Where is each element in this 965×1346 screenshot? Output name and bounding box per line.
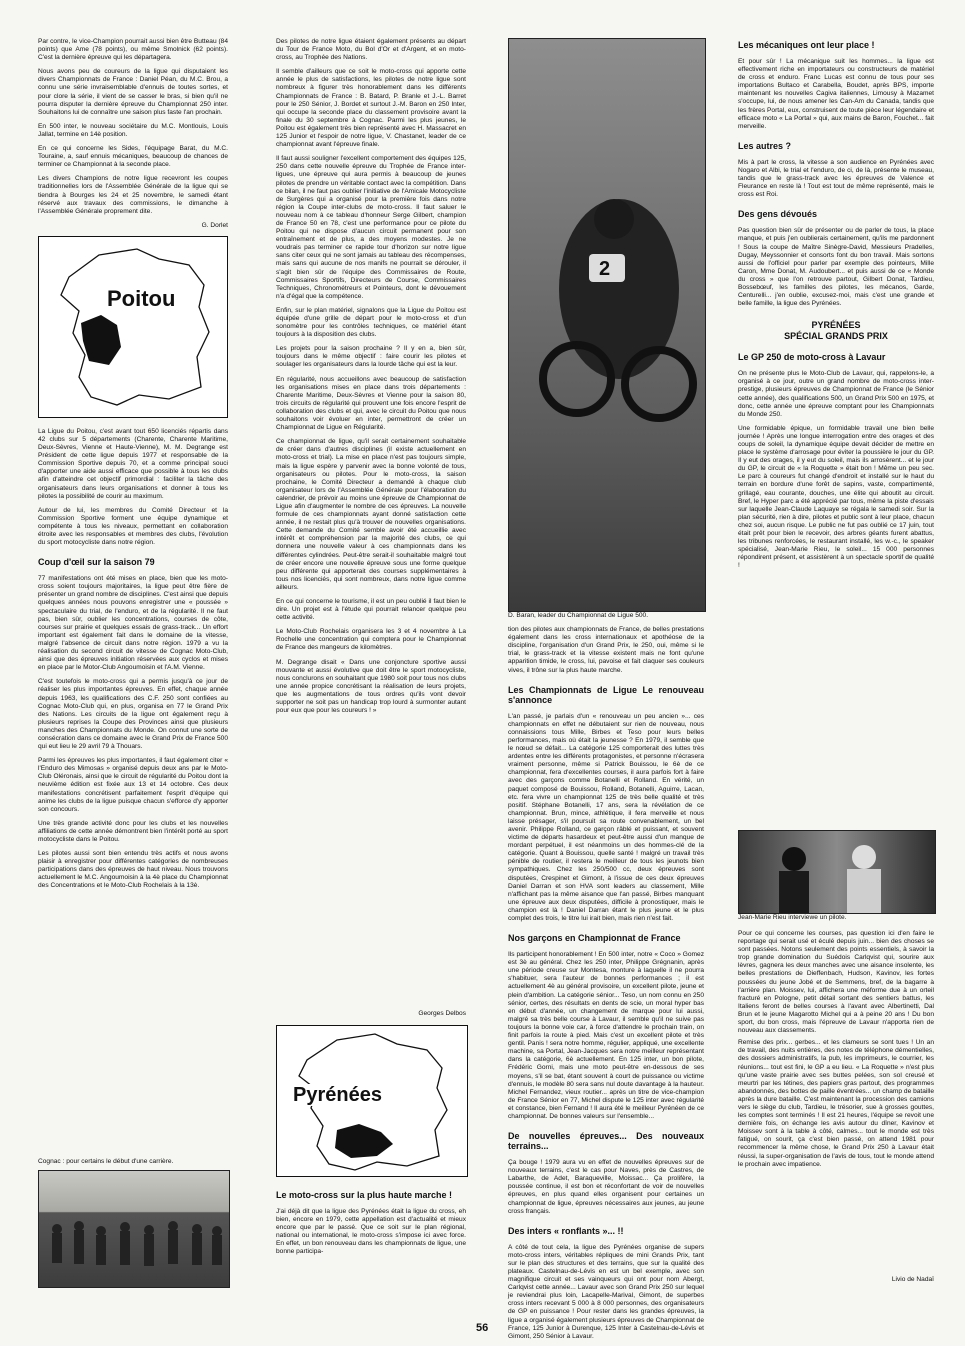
paragraph: En ce qui concerne les Sides, l'équipage Barat, du M.C. Touraine, a, sauf ennuis mécaniques, beaucoup de chances de terminer ce Championnat à la seconde place.	[38, 145, 228, 169]
paragraph: Et pour sûr ! La mécanique suit les hommes... la ligue est effectivement riche en importateurs ou constructeurs de matériel de cross et enduro. Franc Lucas est connu de tous pour ses importations Bultaco et Carabella, Boudet, après BPS, importe maintenant les nouvelles Cagiva italiennes, Limousy à Mazamet s'occupe, lui, de nous amener les Can-Am du Canada, tandis que les frères Portal, eux, construisent de toute pièce leur légendaire et efficace moto « La Portal » qui, aux mains de Baron, Fouchet... fait merveille.	[738, 58, 934, 130]
paragraph: Une formidable épique, un formidable travail une bien belle journée ! Après une longue interrogation entre des orages et des coups de soleil, la dynamique équipe devait décider de mettre en place le système d'arrosage pour éviter la poussière le jour du GP. Il y eut des orages, il y eut du soleil, mais ils arrosèrent... et le jour du GP, le circuit de « la Roquette » était bon ! Même un peu sec. Le parc à coureurs fut changé d'endroit et installé sur le haut du terrain en bordure d'une forêt de sapins, vaste, compartimenté, grillagé, eau courante, douches, une élite qui aboutit au circuit. Bref, le Hyper parc a été apprécié par tous, même la piste d'essais sur laquelle Jean-Claude Laquaye se régala le samedi soir. Sur la plan sécurité, rien à dire, pilotes et public sont à leur place, chacun chez soi, aucun risque. Le public ne fut pas oublié ce 17 juin, tout était prêt pour bien le recevoir, des arbres géants furent abattus, les tribunes renforcées, le restaurant installé, les w.-c., le speaker spécialisé, Jean-Marie Rieu, le soleil... 15 000 personnes répondirent présent, et assistèrent à un spectacle sportif de qualité !	[738, 424, 934, 570]
paragraph: Par contre, le vice-Champion pourrait aussi bien être Butteau (84 points) que Ame (78 points), ou même Smolnick (62 points). C'est la dernière épreuve qui les départagera.	[38, 38, 228, 62]
france-map-icon	[39, 237, 226, 417]
paragraph: Ils participent honorablement ! En 500 inter, notre « Coco » Gomez est 3è au général. Chez les 250 inter, Philippe Grégnanin, après une période creuse sur Montesa, monture à laquelle il ne pourra s'habituer, sera l'auteur de bonnes performances ; il est actuellement 4è au général provisoire, un excellent pilote, jeune et plein d'ambition. La catégorie sénior... Teso, un nom connu en 250 sénior, certes, des résultats en dents de scie, un moral hyper bas en début d'année, un changement de marque pour lui aussi, malgré sa très belle course à Lavaur, il semble qu'il ne suive pas toujours la bonne voie car, à force d'attendre le prochain train, on finit parfois la route à pied. Mais c'est un excellent pilote et très gentil. Panis ! sera notre homme, régulier, appliqué, une excellente machine, sa Portal, Jean-Jacques sera notre meilleur représentant dans la catégorie, 6è actuellement. En 125 inter, un bon pilote, Frédéric Gorni, mais une moto peut-être en-dessous de ses moyens, s'il se bat, étant souvent à court de puissance ou victime d'ennuis, le modèle 80 sera sans nul doute davantage à la hauteur. Michel Fernandez, vieux routier... après un titre de vice-champion de France Sénior en 77, Michel dispute le 125 inter avec régularité et constance, bien Fernand ! Il aura été le meilleur Pyrénéen de ce championnat. De bonnes valeurs sur l'ensemble...	[508, 951, 704, 1120]
column-2-bottom	[276, 1190, 466, 1257]
pyrenees-map	[276, 1025, 468, 1177]
paragraph: En 500 inter, le nouveau sociétaire du M.C. Montlouis, Louis Jallat, termine en 14è position.	[38, 122, 228, 138]
column-3	[508, 612, 704, 1340]
section-heading: Nos garçons en Championnat de France	[508, 933, 681, 944]
paragraph: Autour de lui, les membres du Comité Directeur et la Commission Sportive forment une équipe dynamique et compétente à tous les niveaux, permettant en collaboration étroite avec les responsables et membres des clubs, l'évolution du sport motocycliste dans notre région.	[38, 506, 228, 547]
section-heading: Les Championnats de Ligue Le renouveau s'annonce	[508, 684, 704, 705]
paragraph: Le Moto-Club Rochelais organisera les 3 et 4 novembre à La Rochelle une concentration qui comptera pour le Championnat de France des mangeurs de kilomètres.	[276, 628, 466, 652]
paragraph: Enfin, sur le plan matériel, signalons que la Ligue du Poitou est équipée d'une grille de départ pour le moto-cross et d'un sonomètre pour les contrôles techniques, ce matériel étant toujours à la disposition des clubs.	[276, 306, 466, 339]
paragraph: Pour ce qui concerne les courses, pas question ici d'en faire le reportage qui serait usé et éculé depuis juin... bien des choses se sont passées. Notons seulement des points essentiels, à savoir la trop grande domination du Suédois Carlqvist qui, sourire aux lèvres, gagnera les deux manches avec une aisance insolente, les belles prestations de Dieffenbach, Hudson, Kavinov, les fortes poussées du jeune Jobé et de Semmens, bref, de la bagarre à l'arrière plan. Moissev, lui, affichera une méforme due à un orteil fracturé en Pologne, petit détail sortant des sentiers battus, les Italiens feront de belles courses à l'avant avec Albertinetti, Dal Brun et le jeune Magarotto Michel qui a à peine 20 ans ! Du bon sport, du bon cross, mais l'épreuve de Lavaur n'apporta rien de nouveau aux classements.	[738, 930, 934, 1035]
author-signature: Livio de Nadaï	[891, 1276, 934, 1283]
section-heading: Les mécaniques ont leur place !	[738, 40, 875, 50]
section-heading: De nouvelles épreuves... Des nouveaux terrains...	[508, 1131, 704, 1152]
paragraph: Ça bouge ! 1979 aura vu en effet de nouvelles épreuves sur de nouveaux terrains, c'est le cas pour Naves, près de Castres, de Labarthe, de Adet, Baraqueville, Moissac... Ça prolifère, la poussée continue, il est bon et réconfortant de voir de nouvelles épreuves, en plus quand elles organisent pour certaines un championnat de ligue, épreuves nécessaires aux jeunes, au jeune cross français.	[508, 1159, 704, 1215]
crowd-illustration	[39, 1171, 229, 1287]
paragraph: Pas question bien sûr de présenter ou de parler de tous, la place manque, et puis j'en oublierais certainement, qu'ils me pardonnent ! Sous la coupe de Maître Sinègre-David, Messieurs Pradelles, Dugay, Meyssonnier et consorts font du bon travail. Mais sortons aussi de l'officiel pour parler par exemple des pointeurs, Mille Caron, Mme Donat, M. Audoubert... et puis aussi de ce « Monde du cross » que l'on retrouve partout, Gilbert Donat, Tardieu, Bossebœuf, les familles des pilotes, les mécanos, Garde, Centurelli... j'en oublie, excusez-moi, mais c'est une grande et belle famille, la ligue des Pyrénées.	[738, 227, 934, 308]
paragraph: Parmi les épreuves les plus importantes, il faut également citer « l'Enduro des Mimosas » organisé depuis deux ans par le Moto-Club Oléronais, ainsi que le circuit de régularité du Poitou dont la neuvième édition est fixée aux 13 et 14 octobre. Ces deux manifestations concrétisent parfaitement l'esprit d'équipe qui anime les clubs de la ligue puisque chacun s'efforce d'y apporter son concours.	[38, 757, 228, 813]
paragraph: tion des pilotes aux championnats de France, de belles prestations également dans les cross internationaux et apothéose de la discipline, l'organisation d'un Grand Prix, le 250, oui, même si le trial, le grass-track et la vitesse existent mais ne font qu'une apparition timide, le cross, lui, pavoise et fait claquer ses couleurs vives, il trône sur la plus haute marche.	[508, 626, 704, 674]
paragraph: M. Degrange disait « Dans une conjoncture sportive aussi mouvante et aussi évolutive que doit être le sport motocycliste, nous conclurons en souhaitant que 1980 soit pour tous nos clubs une année propice concrétisant la réalisation de leurs projets, que les augmentations de tous ordres qu'ils vont devoir supporter ne soit pas un handicap trop lourd à surmonter autant pour eux que pour les coureurs ! »	[276, 658, 466, 715]
column-4-bottom	[738, 930, 934, 1290]
photo-caption: D. Baran, leader du Championnat de Ligue 500.	[508, 612, 649, 619]
poitou-map	[38, 236, 228, 418]
section-heading: Le moto-cross sur la plus haute marche !	[276, 1190, 453, 1200]
interview-illustration	[739, 831, 935, 913]
column-1	[38, 38, 228, 1308]
paragraph: Une très grande activité donc pour les clubs et les nouvelles affiliations de cette année démontrent bien l'intérêt porté au sport motocycliste dans le Poitou.	[38, 819, 228, 843]
paragraph: La Ligue du Poitou, c'est avant tout 650 licenciés répartis dans 42 clubs sur 5 départements (Charente, Charente Maritime, Deux-Sèvres, Vienne et Haute-Vienne), M. M. Degrange est Président de cette ligue depuis 1977 et responsable de la Commission Sportive depuis 70, et a comme principal souci d'apporter une aide aussi efficace que possible à tous les clubs afin d'atteindre cet objectif primordial : faciliter la tâche des organisateurs dans leurs organisations et donner à tous les pilotes la possibilité de courir au maximum.	[38, 427, 228, 500]
crowd-photo	[38, 1170, 230, 1288]
map-title: Pyrénées	[293, 1084, 382, 1106]
paragraph: C'est toutefois le moto-cross qui a permis jusqu'à ce jour de réaliser les plus importantes épreuves. En effet, chaque année depuis 1963, les qualifications des C.F. 250 sont confiées au Cognac Moto-Club qui, en plus, organisa en 77 le Grand Prix des Nations. Les circuits de la ligue ont également reçu à plusieurs reprises la Coupe des Provinces ainsi que plusieurs manches des Championnats du Monde. On connut une sorte de consécration dans ce domaine avec le Grand Prix de France 500 qui eut lieu le 29 avril 79 à Thouars.	[38, 678, 228, 751]
paragraph: L'an passé, je parlais d'un « renouveau un peu ancien »... ces championnats en effet ne débutaient sur rien de nouveau, nous connaissions tous Mille, Birbes et Teso pour leurs belles performances, mais où était la jeunesse ? En 1979, il semble que le nœud se défait... La catégorie 125 comporterait des luttes très ardentes entre les différents protagonistes, et personne n'écrasera vraiment personne, même si Patrick Bouissou, le 6è de ce championnat, fera d'excellentes courses, il aura parfois fort à faire avec des garçons comme Botanelli et Rolland. En vérité, un paquet composé de Bouissou, Rolland, Botanelli, Aguirre, Lacan, etc. fera vivre un championnat 125 de très belle qualité et très positif. Stéphane Botanelli, 17 ans, sera la révélation de ce championnat. Brun, mince, athlétique, il fera merveille et nous laisse présager, s'il poursuit sa route convenablement, un bel avenir. Philippe Rolland, ce garçon râblé et puissant, et souvent victime de départs hasardeux et peut-être aussi d'un manque de mordant perpétuel, il est néanmoins un des hommes-clé de la catégorie. Quant à Bouissou, quelle santé ! malgré un travail très pénible de routier, il restera le meilleur de tous les jeunots bien sympathiques. Chez les 250/500 cc, deux épreuves sont disputées, Crespinet et Gimont, à l'issue de ces deux épreuves Daniel Darran et son HVA sont leaders au classement, Mille n'affichant pas la même aisance que l'an passé, Birbes manquant une épreuve aux deux disputées, difficile à pronostiquer, mais le champion est là ! Daniel Darran étant le plus jeune et le plus complet des trois, le titre lui irait bien, mais rien n'est fait.	[508, 712, 704, 922]
paragraph: 77 manifestations ont été mises en place, bien que les moto-cross soient toujours majoritaires, la ligue peut être fière de présenter un grand nombre de disciplines. C'est ainsi que depuis quelques années nous pouvons enregistrer une « poussée » spectaculaire du trial, de l'enduro, et de la régularité. Il ne faut pas, bien sûr, oublier les concentrations, courses de côte, courses sur prairie et quelques essais de grass-track... Un effort important est également fait dans le domaine de la vitesse, malgré l'absence de circuit dans notre région. 1979 a vu la réalisation du second circuit de vitesse de Cognac Moto-Club, ainsi que des épreuves initiation réservées aux cyclos et mises en place par le Motor-Club Angoumoisin et l'A.M. Vienne.	[38, 575, 228, 672]
special-line-2: SPÉCIAL GRANDS PRIX	[784, 331, 888, 342]
paragraph: Des pilotes de notre ligue étaient également présents au départ du Tour de France Moto, du Bol d'Or et d'Argent, et en moto-cross, au Trophée des Nations.	[276, 38, 466, 62]
column-2	[276, 38, 466, 838]
paragraph: En régularité, nous accueillons avec beaucoup de satisfaction les organisations mises en place dans trois départements : Charente Maritime, Deux-Sèvres et Vienne pour la saison 80, trois circuits de régularité qui prouvent une fois encore l'esprit de collaboration des clubs et qui, avec le circuit du Poitou que nous souhaitons voir évoluer en inter, permettront de créer un Championnat de Ligue en Régularité.	[276, 375, 466, 432]
motocross-rider-illustration	[509, 39, 705, 611]
photo-caption: Cognac : pour certains le début d'une carrière.	[38, 1158, 174, 1165]
paragraph: Les projets pour la saison prochaine ? Il y en a, bien sûr, toujours dans le même objectif : faire courir les pilotes et soulager les organisateurs dans la lourde tâche qui est la leur.	[276, 345, 466, 369]
paragraph: J'ai déjà dit que la ligue des Pyrénées était la ligue du cross, eh bien, encore en 1979, cette appellation est d'actualité et mieux encore que par le passé. Que ce soit sur le plan régional, national ou international, le moto-cross s'impose ici avec force. En effet, un bon renouveau dans les championnats de ligue, une bonne participa-	[276, 1208, 466, 1256]
section-heading: Coup d'œil sur la saison 79	[38, 557, 155, 568]
special-line-1: PYRÉNÉES	[811, 320, 861, 331]
special-heading	[738, 320, 934, 342]
paragraph: Les pilotes aussi sont bien entendu très actifs et nous avons plaisir à enregistrer pour différentes catégories de nombreuses participations dans des épreuves de haut niveau. Nous trouvons actuellement le M.C. Angoumoisin à la 4è place du Championnat des Concentrations et le Moto-Club Rochelais à la 13è.	[38, 850, 228, 890]
interview-photo	[738, 830, 936, 914]
section-heading: Des gens dévoués	[738, 209, 818, 220]
section-heading: Des inters « ronflants »... !!	[508, 1225, 624, 1236]
photo-caption: Jean-Marie Rieu interviewe un pilote.	[738, 914, 847, 921]
paragraph: A côté de tout cela, la ligue des Pyrénées organise de supers moto-cross inters, véritables répliques de mini Grands Prix, tant sur le plan des structures et des terrains, que sur la qualité des plateaux. Castelnau-de-Lévis en est un bel exemple, avec son magnifique circuit et ses vainqueurs qui ont pour nom Abergt, Carlqvist cette année... Lavaur avec son Grand Prix 250 sur lequel je reviendrai plus loin, Lacapelle-Marival, Gimont, de superbes cross inters recevant 5 000 à 8 000 personnes, des organisateurs de GP en puissance ! Pour rester dans les grandes épreuves, la ligue a organisé également plusieurs épreuves de Championnat de France, 125 Junior à Durenque, 125 Inter à Castelnau-de-Lévis et Gimont, 250 Sénior à Lavaur.	[508, 1243, 704, 1340]
author-signature: G. Dorlet	[201, 221, 228, 229]
paragraph: Il semble d'ailleurs que ce soit le moto-cross qui apporte cette année le plus de satisfactions, les pilotes de notre ligue sont nombreux à figurer très honorablement dans les différents Championnats de France : B. Batard, P. Branle et J.-L. Barret pour le 250 Sénior, J. Bordet et surtout J.-M. Baron en 250 Inter, qui occupe la seconde place du classement provisoire avant la finale du 30 septembre à Cognac. Parmi les plus jeunes, le Poitou est également très bien représenté avec H. Massacret en 125 Junior et l'espoir de notre ligue, V. Chastanet, leader de ce championnat avant l'épreuve finale.	[276, 68, 466, 149]
section-heading: Les autres ?	[738, 140, 792, 151]
map-title: Poitou	[107, 285, 176, 311]
section-heading: Le GP 250 de moto-cross à Lavaur	[738, 352, 886, 363]
paragraph: Remise des prix... gerbes... et les clameurs se sont tues ! Un an de travail, des nuits entières, des notes de téléphone démentielles, des dossiers administratifs, la pub, les imprimeurs, le courrier, les réunions... tout est fini, le GP a eu lieu. « La Roquette » n'est plus qu'une vaste prairie avec ses buttes pelées, son sol creusé et meurtri par les tétines, des papiers gras partout, des programmes abandonnés, des bottes de paille éventrées... un champ de bataille après la dure bataille. C'est maintenant la procession des camions vers le siège du club, Tardieu, le trésorier, sue à grosses gouttes, les comptes sont terminés ! Il est 21 heures, l'équipe se revoit une dernière fois, on échange les avis autour du dîner, Kavinov et Moissev sont à la table à côté, calmes... tout le monde est très fatigué, on sourit, ça c'est bien passé, on attend 1981 pour recommencer la même chose, le Grand Prix 250 à Lavaur était réussi, la super-organisation de l'avis de tous, tout le monde attend le prochain avec impatience.	[738, 1039, 934, 1168]
paragraph: Ce championnat de ligue, qu'il serait certainement souhaitable de créer dans d'autres disciplines (il existe actuellement en moto-cross et trial). La mise en place n'est pas toujours simple, mais la ligue espère y parvenir avec la bonne volonté de tous, organisateurs ou pilotes. Pour le moto-cross, la saison prochaine, le Comité Directeur a demandé à chaque club organisateur lors de l'Assemblée Générale pour l'élaboration du calendrier, de prévoir au moins une épreuve de Championnat de Ligue afin d'augmenter le nombre de ces épreuves. La nouvelle formule de ces championnats ayant donné satisfaction cette année, il ne restait plus qu'à trouver de nouvelles organisations. Cette demande du Comité semble avoir été accueillie avec intérêt et compréhension par la majorité des clubs, ce qui donnera une nouvelle valeur à ces championnats dans les différentes cylindrées. Peut-être serait-il souhaitable malgré tout de créer encore une nouvelle épreuve sous une forme quelque peu différente qui apporterait des courses supplémentaires à tous nos licenciés, qui sont nombreux, dans notre ligue comme ailleurs.	[276, 438, 466, 591]
rider-photo	[508, 38, 706, 612]
paragraph: Il faut aussi souligner l'excellent comportement des équipes 125, 250 dans cette nouvelle épreuve du Trophée de France inter-ligues, une épreuve qui aura permis à beaucoup de jeunes pilotes de prendre un véritable contact avec la compétition. Dans ce bilan, il ne faut pas oublier l'initiative de l'Amicale Motocycliste de Surgères qui a organisé pour la première fois dans notre région la Coupe inter-clubs de moto-cross. Il faut saluer le nouveau nom à ce tableau d'honneur Serge Gilbert, champion de France 50 en 78, c'est une performance pour ce pilote du Poitou qui ne dispose d'aucun circuit permanent pour son entraînement et de plus, a des moyens modestes. Je ne voudrais pas terminer ce rapide tour d'horizon sur notre ligue sans citer ceux qui ne sont jamais au tableau des récompenses, mais sans qui aucune de nos manifs ne pourrait se dérouler, il s'agit bien sûr de l'équipe des Commissaires de Route, Commissaires Sportifs, Directeurs de Course, Commissaires Techniques, Chronométreurs et Pointeurs, dont le dévouement n'a d'égal que la compétence.	[276, 155, 466, 300]
paragraph: Nous avons peu de coureurs de la ligue qui disputaient les divers Championnats de France : Daniel Péan, du M.C. Brou, a connu une série invraisemblable d'ennuis de toutes sortes, et pour clore la série, il vient de se casser le bras, si bien qu'il ne pourra disputer la dernière épreuve du Championnat 250 inter. Souhaitons lui de connaître une saison plus faste l'an prochain.	[38, 68, 228, 116]
paragraph: Mis à part le cross, la vitesse a son audience en Pyrénées avec Nogaro et Albi, le trial et l'enduro, de ci, de là, présente le museau, tandis que le grass-track avec les épreuves de Valence et Fleurance en reste là ! Tout est tout de même représenté, mais le cross est Roi.	[738, 158, 934, 199]
page-number: 56	[476, 1322, 489, 1334]
column-4	[738, 38, 934, 638]
author-signature: Georges Delbos	[418, 1010, 466, 1017]
paragraph: On ne présente plus le Moto-Club de Lavaur, qui, rappelons-le, a organisé à ce jour, outre un grand nombre de moto-cross inter-prestige, plusieurs épreuves de Championnat de France (le Sénior cette année), des qualifications 500, un Grand Prix 500 en 1975, et donc, cette année une épreuve comptant pour les Championnats du Monde 250.	[738, 370, 934, 418]
paragraph: En ce qui concerne le tourisme, il est un peu oublié il faut bien le dire. Un projet est à l'étude qui pourrait relancer quelque peu cette activité.	[276, 598, 466, 622]
paragraph: Les divers Champions de notre ligue recevront les coupes traditionnelles lors de l'Assemblée Générale de la ligue qui se tiendra à Bourges les 24 et 25 novembre, le samedi étant réservé aux travaux des commissions, le dimanche à l'Assemblée Générale proprement dite.	[38, 175, 228, 215]
bike-number: 2	[599, 258, 611, 280]
